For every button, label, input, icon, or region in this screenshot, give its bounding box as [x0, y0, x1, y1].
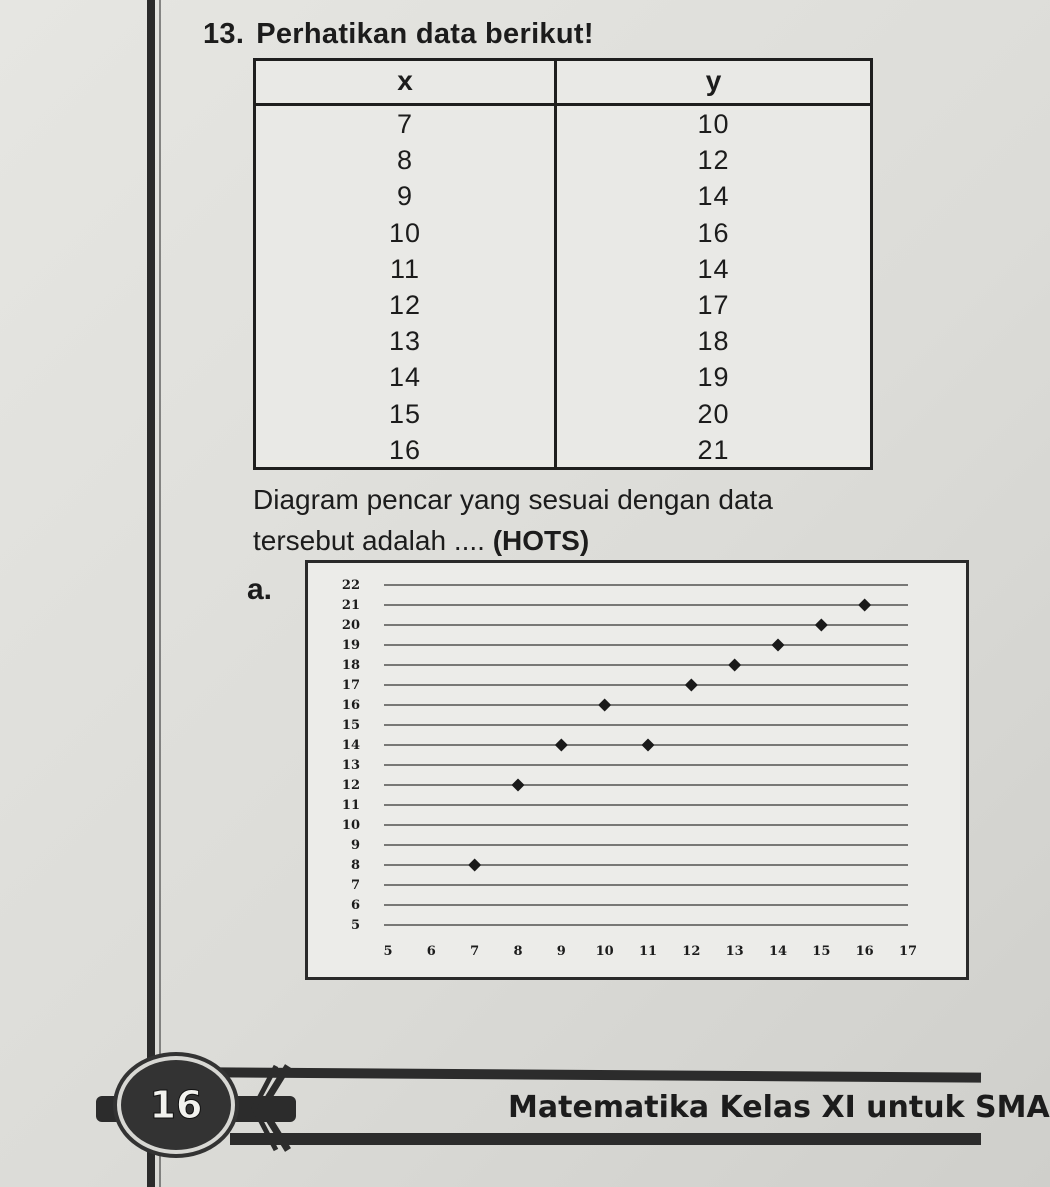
- x-tick-label: 11: [638, 944, 658, 959]
- table-cell-x: 13: [388, 326, 422, 357]
- y-tick-label: 21: [341, 598, 360, 613]
- table-header-y: y: [557, 61, 870, 106]
- table-column-x: [256, 61, 557, 467]
- table-cell-x: 16: [388, 434, 422, 465]
- left-margin-rule-thin: [159, 0, 161, 1187]
- table-cell-y: 10: [697, 109, 730, 139]
- x-tick-label: 16: [855, 944, 874, 959]
- table-cell-y: 14: [697, 253, 730, 284]
- table-cell-x: 8: [396, 145, 414, 176]
- statement-line-2: [253, 520, 953, 561]
- table-cell-y: 18: [697, 326, 730, 357]
- y-tick-label: 8: [350, 858, 360, 873]
- table-cell-x: 15: [388, 398, 422, 429]
- y-tick-label: 20: [341, 618, 360, 633]
- y-tick-label: 22: [341, 578, 360, 593]
- data-point: [642, 739, 655, 752]
- y-tick-label: 19: [341, 638, 360, 653]
- table-cell-y: 19: [697, 362, 730, 393]
- data-point: [728, 659, 741, 672]
- x-tick-label: 12: [682, 944, 701, 959]
- question-text: Perhatikan data berikut!: [256, 18, 594, 50]
- footer-top-rule: [220, 1067, 981, 1082]
- table-column-y: [557, 61, 870, 467]
- table-cell-y: 14: [697, 181, 730, 212]
- y-tick-label: 7: [350, 878, 360, 893]
- page-number: 16: [149, 1083, 203, 1127]
- y-tick-label: 5: [350, 918, 360, 933]
- page-number-badge: [117, 1056, 235, 1154]
- table-cell-y: 12: [697, 145, 730, 176]
- y-tick-label: 12: [341, 778, 360, 793]
- table-cell-y: 16: [697, 217, 730, 248]
- data-table: [253, 58, 873, 470]
- hots-label: (HOTS): [492, 525, 590, 556]
- table-cell-x: 9: [396, 181, 414, 212]
- y-tick-label: 17: [341, 678, 360, 693]
- table-cell-x: 14: [388, 362, 422, 393]
- data-point: [555, 739, 568, 752]
- left-margin-rule: [147, 0, 155, 1187]
- x-tick-label: 5: [383, 944, 393, 959]
- data-point: [468, 859, 481, 872]
- table-cell-x: 7: [396, 109, 414, 139]
- table-cell-y: 21: [697, 434, 730, 465]
- y-tick-label: 13: [341, 758, 360, 773]
- table-cell-x: 11: [389, 253, 421, 284]
- scatter-chart: [305, 560, 969, 980]
- statement-line-1: Diagram pencar yang sesuai dengan data: [253, 484, 773, 515]
- question-statement: [253, 479, 953, 561]
- book-title: Matematika Kelas XI untuk SMA: [508, 1090, 1050, 1125]
- y-tick-label: 9: [350, 838, 360, 853]
- y-tick-label: 11: [341, 798, 360, 813]
- x-tick-label: 7: [470, 944, 480, 959]
- y-tick-label: 10: [341, 818, 360, 833]
- x-tick-label: 14: [768, 944, 788, 959]
- data-point: [685, 679, 698, 692]
- y-tick-label: 16: [341, 698, 360, 713]
- table-cell-x: 10: [388, 217, 422, 248]
- x-tick-label: 15: [812, 944, 831, 959]
- x-tick-label: 10: [595, 944, 614, 959]
- x-tick-label: 6: [426, 944, 436, 959]
- option-a-label: a.: [247, 573, 273, 606]
- y-tick-label: 6: [350, 898, 360, 913]
- double-chevron-icon: [248, 1062, 298, 1154]
- x-tick-label: 8: [513, 944, 523, 959]
- data-point: [512, 779, 525, 792]
- y-tick-label: 14: [341, 738, 360, 753]
- footer-bottom-rule: [230, 1133, 981, 1145]
- data-point: [858, 599, 871, 612]
- statement-text: tersebut adalah ....: [253, 525, 493, 556]
- x-tick-label: 13: [725, 944, 744, 959]
- data-point: [772, 639, 785, 652]
- question-number: 13.: [203, 18, 245, 50]
- table-header-x: x: [256, 61, 554, 106]
- x-tick-label: 9: [556, 944, 566, 959]
- table-cell-x: 12: [388, 289, 422, 320]
- data-point: [598, 699, 611, 712]
- data-point: [815, 619, 828, 632]
- scatter-chart-svg: [308, 563, 966, 977]
- table-cell-y: 20: [697, 398, 730, 429]
- table-cell-y: 17: [697, 289, 730, 320]
- x-tick-label: 17: [898, 944, 918, 959]
- question-heading: [203, 18, 594, 51]
- y-tick-label: 18: [341, 658, 360, 673]
- y-tick-label: 15: [341, 718, 360, 733]
